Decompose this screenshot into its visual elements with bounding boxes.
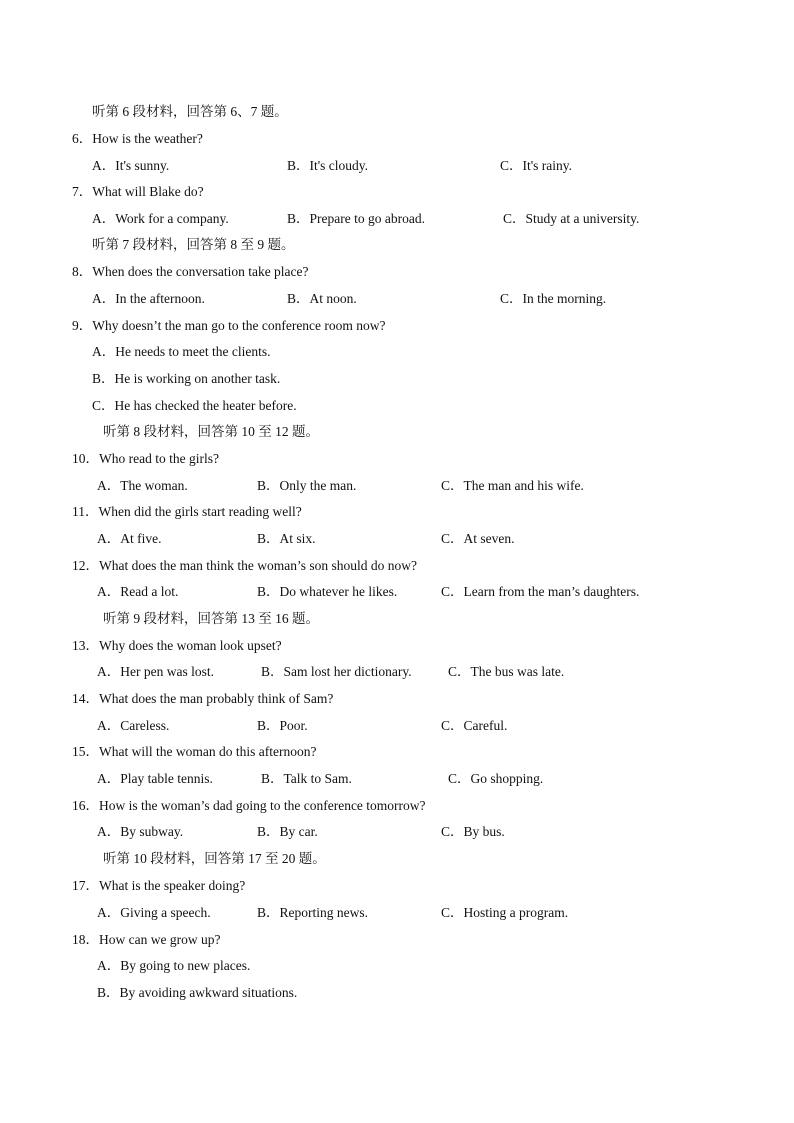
option-a: A．Play table tennis. (97, 771, 213, 786)
question-stem: 8．When does the conversation take place? (72, 264, 309, 279)
option-a: A．Careless. (97, 718, 170, 733)
option-c: C．The bus was late. (448, 664, 565, 679)
section-heading: 听第 8 段材料，回答第 10 至 12 题。 (103, 424, 319, 439)
option-c: C．He has checked the heater before. (92, 398, 297, 413)
section-heading: 听第 9 段材料，回答第 13 至 16 题。 (103, 611, 319, 626)
option-b: B．Poor. (257, 718, 308, 733)
option-a: A．He needs to meet the clients. (92, 344, 271, 359)
question-stem: 7．What will Blake do? (72, 184, 204, 199)
option-c: C．Go shopping. (448, 771, 544, 786)
question-stem: 6．How is the weather? (72, 131, 203, 146)
option-c: C．Hosting a program. (441, 905, 569, 920)
question-stem: 12．What does the man think the woman’s son should do now? (72, 558, 417, 573)
question-stem: 18．How can we grow up? (72, 932, 221, 947)
option-a: A．Giving a speech. (97, 905, 211, 920)
question-stem: 15．What will the woman do this afternoon? (72, 744, 317, 759)
section-heading: 听第 6 段材料，回答第 6、7 题。 (92, 104, 288, 119)
question-stem: 11．When did the girls start reading well? (72, 504, 302, 519)
option-c: C．In the morning. (500, 291, 607, 306)
section-heading: 听第 10 段材料，回答第 17 至 20 题。 (103, 851, 326, 866)
option-b: B．It's cloudy. (287, 158, 369, 173)
option-a: A．It's sunny. (92, 158, 170, 173)
option-b: B．At noon. (287, 291, 357, 306)
option-a: A．Her pen was lost. (97, 664, 214, 679)
option-b: B．By car. (257, 824, 318, 839)
option-a: A．Work for a company. (92, 211, 229, 226)
question-stem: 16．How is the woman’s dad going to the conference tomorrow? (72, 798, 426, 813)
question-stem: 9．Why doesn’t the man go to the conference room now? (72, 318, 386, 333)
option-b: B．Talk to Sam. (261, 771, 352, 786)
option-b: B．At six. (257, 531, 316, 546)
option-c: C．It's rainy. (500, 158, 573, 173)
option-a: A．The woman. (97, 478, 188, 493)
option-b: B．Prepare to go abroad. (287, 211, 425, 226)
option-a: A．By going to new places. (97, 958, 251, 973)
option-c: C．Learn from the man’s daughters. (441, 584, 640, 599)
question-stem: 17．What is the speaker doing? (72, 878, 246, 893)
option-c: C．At seven. (441, 531, 515, 546)
option-a: A．At five. (97, 531, 162, 546)
question-stem: 14．What does the man probably think of Sam? (72, 691, 334, 706)
option-b: B．By avoiding awkward situations. (97, 985, 298, 1000)
option-b: B．He is working on another task. (92, 371, 281, 386)
option-b: B．Do whatever he likes. (257, 584, 398, 599)
option-c: C．The man and his wife. (441, 478, 584, 493)
question-stem: 13．Why does the woman look upset? (72, 638, 282, 653)
option-c: C．Study at a university. (503, 211, 640, 226)
option-b: B．Reporting news. (257, 905, 368, 920)
option-c: C．Careful. (441, 718, 508, 733)
option-b: B．Sam lost her dictionary. (261, 664, 412, 679)
option-b: B．Only the man. (257, 478, 357, 493)
option-a: A．Read a lot. (97, 584, 179, 599)
option-a: A．In the afternoon. (92, 291, 205, 306)
section-heading: 听第 7 段材料，回答第 8 至 9 题。 (92, 237, 295, 252)
option-a: A．By subway. (97, 824, 184, 839)
question-stem: 10．Who read to the girls? (72, 451, 219, 466)
option-c: C．By bus. (441, 824, 505, 839)
